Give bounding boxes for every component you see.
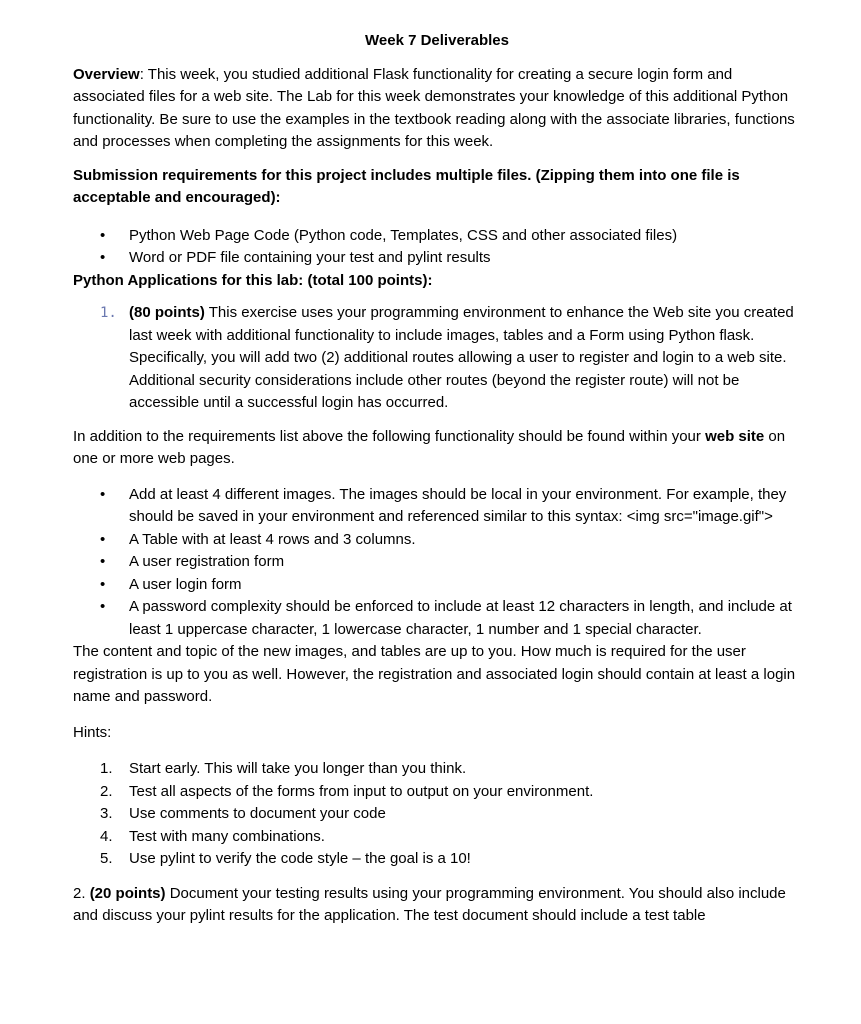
addition-paragraph: In addition to the requirements list above the following functionality should be found within your web site on one or more web pages. [73,427,786,467]
requirements-list [73,484,801,642]
item-1-points: (80 points) [129,304,205,321]
item-1-text: This exercise uses your programming environment to enhance the Web site you created last week with additional functionality to include images, tables and a Form using Python flask. Specifically, you will add two (2) additional routes allowing a user to register and login to a web site. Additional security considerations include other routes (beyond the register route) will not be accessible until a successful login has occurred. [129,304,794,411]
overview-paragraph [73,64,801,154]
list-item: • Python Web Page Code (Python code, Templates, CSS and other associated files) [73,225,801,248]
list-item: 4. Test with many combinations. [100,827,325,845]
list-item: • A user registration form [73,551,801,574]
list-item: • A Table with at least 4 rows and 3 columns. [73,529,801,552]
addition-bold: web site [705,427,765,445]
item-2-text: Document your testing results using your programming environment. You should also include and discuss your pylint results for the application. The test document should include a test table [73,884,786,924]
list-item: 2. Test all aspects of the forms from input to output on your environment. [100,782,594,800]
list-item: • Add at least 4 different images. The images should be local in your environment. For example, they should be saved in your environment and referenced similar to this syntax: <img src="image.gif"> [73,484,801,529]
submission-heading: Submission requirements for this project includes multiple files. (Zipping them into one file is acceptable and encouraged): [73,166,740,206]
item-1 [73,302,801,415]
list-item: 1. Start early. This will take you longer than you think. [100,760,467,777]
submission-list [73,225,801,270]
overview-label: Overview [73,65,140,83]
list-item: 5. Use pylint to verify the code style – the goal is a 10! [100,850,471,867]
apps-heading: Python Applications for this lab: (total 100 points): [73,271,433,289]
list-item: • Word or PDF file containing your test and pylint results [73,247,801,270]
list-item: • A password complexity should be enforced to include at least 12 characters in length, and include at least 1 uppercase character, 1 lowercase character, 1 number and 1 special character. [73,596,801,641]
list-item: • A user login form [73,574,801,597]
hints-list [73,758,801,871]
item-2-number: 2. [73,884,86,902]
hints-label: Hints: [73,723,112,741]
overview-text: : This week, you studied additional Flask functionality for creating a secure login form and associated files for a web site. The Lab for this week demonstrates your knowledge of this additional Python functionality. Be sure to use the examples in the textbook reading along with the associate libraries, functions and processes when completing the assignments for this week. [73,65,795,150]
item-2 [73,883,801,928]
item-2-points: (20 points) [89,884,166,902]
page-title: Week 7 Deliverables [365,32,509,49]
list-item: 3. Use comments to document your code [100,805,386,822]
item-1-number: 1. [100,305,117,321]
content-paragraph: The content and topic of the new images, and tables are up to you. How much is required for the user registration is up to you as well. However, the registration and associated login should contain at least a login name and password. [73,643,796,705]
